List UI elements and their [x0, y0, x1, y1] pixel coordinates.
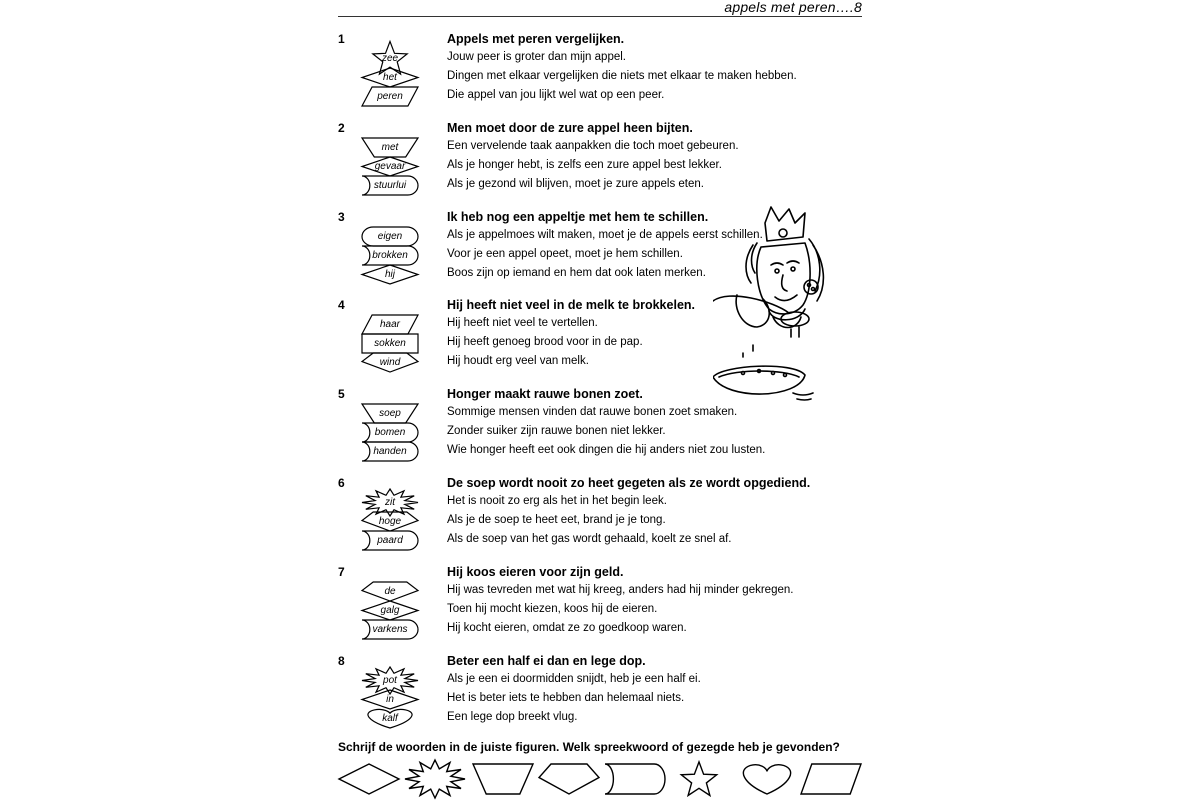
- page-title: appels met peren….8: [724, 0, 862, 15]
- star-icon: [668, 760, 730, 796]
- statement-option: Hij heeft genoeg brood voor in de pap.: [447, 336, 643, 348]
- statement-option: Boos zijn op iemand en hem dat ook laten merken.: [447, 267, 706, 279]
- diamond-icon: [338, 760, 400, 796]
- parallelogram-icon: [800, 760, 862, 796]
- proverb-item: [338, 476, 862, 558]
- diamond-word-shape: [362, 601, 418, 620]
- pentagon-word-shape: [362, 582, 418, 601]
- oval-word-shape: [362, 227, 418, 246]
- statement-option: Een lege dop breekt vlug.: [447, 711, 578, 723]
- statement-option: Toen hij mocht kiezen, koos hij de eieren.: [447, 603, 658, 615]
- burst-icon: [404, 760, 466, 796]
- statement-option: Hij heeft niet veel te vertellen.: [447, 317, 598, 329]
- shape-word: paard: [377, 535, 403, 546]
- proverb-item: [338, 121, 862, 203]
- parallelogram-word-shape: [362, 87, 418, 106]
- statement-option: Het is nooit zo erg als het in het begin leek.: [447, 495, 667, 507]
- statement-option: Hij kocht eieren, omdat ze zo goedkoop waren.: [447, 622, 687, 634]
- statement-option: Als je een ei doormidden snijdt, heb je een half ei.: [447, 673, 701, 685]
- shape-word: pot: [383, 675, 397, 686]
- proverb-title: Appels met peren vergelijken.: [447, 32, 625, 46]
- item-number: 6: [338, 476, 345, 490]
- shape-word: gevaar: [374, 161, 406, 172]
- proverb-title: De soep wordt nooit zo heet gegeten als ze wordt opgediend.: [447, 476, 811, 490]
- worksheet-page: [338, 0, 862, 800]
- statement-option: Zonder suiker zijn rauwe bonen niet lekker.: [447, 425, 666, 437]
- notched-word-shape: [362, 246, 418, 265]
- shape-word: handen: [373, 446, 407, 457]
- shape-word: haar: [379, 319, 400, 330]
- shape-word: wind: [379, 357, 401, 368]
- pentagon-word-shape: [362, 512, 418, 531]
- shape-word: met: [381, 142, 399, 153]
- notched-word-shape: [362, 620, 418, 639]
- statement-option: Jouw peer is groter dan mijn appel.: [447, 51, 626, 63]
- statement-option: Wie honger heeft eet ook dingen die hij anders niet zou lusten.: [447, 444, 766, 456]
- rectangle-word-shape: [362, 334, 418, 353]
- item-number: 4: [338, 298, 345, 312]
- item-number: 2: [338, 121, 345, 135]
- notched-word-shape: [362, 442, 418, 461]
- proverb-title: Ik heb nog een appeltje met hem te schillen.: [447, 210, 709, 224]
- proverb-title: Men moet door de zure appel heen bijten.: [447, 121, 693, 135]
- item-number: 5: [338, 387, 345, 401]
- instruction-text: Schrijf de woorden in de juiste figuren. Welk spreekwoord of gezegde heb je gevonden?: [338, 740, 840, 754]
- item-number: 7: [338, 565, 345, 579]
- statement-option: Als de soep van het gas wordt gehaald, koelt ze snel af.: [447, 533, 732, 545]
- shape-word: sokken: [374, 338, 406, 349]
- statement-option: Als je appelmoes wilt maken, moet je de appels eerst schillen.: [447, 229, 763, 241]
- proverb-title: Honger maakt rauwe bonen zoet.: [447, 387, 643, 401]
- shape-word: hoge: [378, 516, 402, 527]
- shape-word: hij: [384, 269, 395, 280]
- shape-word: zee: [381, 53, 399, 64]
- trapezoid-word-shape: [362, 138, 418, 157]
- item-number: 1: [338, 32, 345, 46]
- statement-option: Als je gezond wil blijven, moet je zure appels eten.: [447, 178, 704, 190]
- diamond-word-shape: [362, 68, 418, 87]
- shape-word: bomen: [374, 427, 406, 438]
- diamond-word-shape: [362, 690, 418, 709]
- heart-word-shape: [362, 709, 418, 728]
- shape-word: het: [383, 72, 397, 83]
- statement-option: Dingen met elkaar vergelijken die niets met elkaar te maken hebben.: [447, 70, 797, 82]
- trapezoid-word-shape: [362, 404, 418, 423]
- item-number: 8: [338, 654, 345, 668]
- shape-word: peren: [377, 91, 403, 102]
- shape-word: zit: [385, 497, 395, 508]
- answer-figures-row: [338, 760, 862, 800]
- shape-word: galg: [380, 605, 400, 616]
- shape-word: eigen: [377, 231, 403, 242]
- star-word-shape: [362, 49, 418, 68]
- proverb-title: Hij heeft niet veel in de melk te brokkelen.: [447, 298, 695, 312]
- burst-word-shape: [362, 671, 418, 690]
- item-number: 3: [338, 210, 345, 224]
- shape-word: varkens: [372, 624, 408, 635]
- heart-icon: [736, 760, 798, 796]
- statement-option: Een vervelende taak aanpakken die toch moet gebeuren.: [447, 140, 739, 152]
- page-header: [338, 0, 862, 17]
- shape-word: in: [386, 694, 394, 705]
- statement-option: Het is beter iets te hebben dan helemaal niets.: [447, 692, 685, 704]
- statement-option: Hij houdt erg veel van melk.: [447, 355, 589, 367]
- statement-option: Als je honger hebt, is zelfs een zure appel best lekker.: [447, 159, 722, 171]
- notched-word-shape: [362, 176, 418, 195]
- proverb-item: [338, 32, 862, 114]
- notched-word-shape: [362, 423, 418, 442]
- proverb-title: Beter een half ei dan en lege dop.: [447, 654, 646, 668]
- parallelogram-word-shape: [362, 315, 418, 334]
- statement-option: Die appel van jou lijkt wel wat op een peer.: [447, 89, 665, 101]
- statement-option: Hij was tevreden met wat hij kreeg, anders had hij minder gekregen.: [447, 584, 794, 596]
- trapezoid-icon: [472, 760, 534, 796]
- statement-option: Voor je een appel opeet, moet je hem schillen.: [447, 248, 683, 260]
- shape-word: de: [384, 586, 396, 597]
- burst-word-shape: [362, 493, 418, 512]
- notched-icon: [604, 760, 666, 796]
- queen-soup-illustration-icon: [713, 205, 863, 405]
- pentagon-word-shape: [362, 353, 418, 372]
- proverb-item: [338, 565, 862, 647]
- shape-word: stuurlui: [373, 180, 407, 191]
- proverb-title: Hij koos eieren voor zijn geld.: [447, 565, 624, 579]
- diamond-word-shape: [362, 265, 418, 284]
- shape-word: kalf: [382, 713, 398, 724]
- notched-word-shape: [362, 531, 418, 550]
- statement-option: Sommige mensen vinden dat rauwe bonen zoet smaken.: [447, 406, 738, 418]
- proverb-item: [338, 654, 862, 736]
- shape-word: brokken: [372, 250, 408, 261]
- shape-word: soep: [379, 408, 401, 419]
- diamond-word-shape: [362, 157, 418, 176]
- statement-option: Als je de soep te heet eet, brand je je tong.: [447, 514, 666, 526]
- pentagon-icon: [538, 760, 600, 796]
